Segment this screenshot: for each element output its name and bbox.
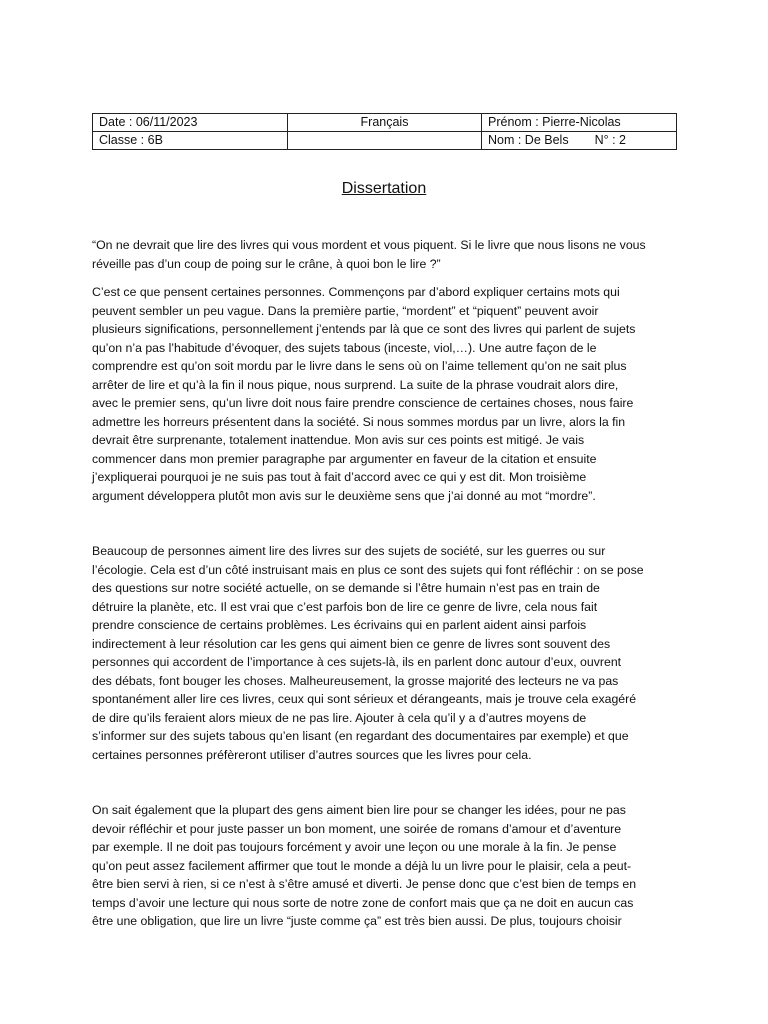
intro-paragraph	[92, 283, 676, 505]
text-line: peuvent sembler un peu vague. Dans la première partie, “mordent” et “piquent” peuvent avoir	[92, 303, 599, 318]
text-line: C’est ce que pensent certaines personnes. Commençons par d’abord expliquer certains mots qui	[92, 285, 620, 299]
empty-cell	[288, 132, 482, 150]
subject-cell: Français	[288, 114, 482, 132]
text-line: être bien servi à rien, si ce n’est à s’être amusé et diverti. Je pense donc que c’est bien de temps en	[92, 877, 637, 891]
text-line: indirectement à leur résolution car les gens qui aiment bien ce genre de livres sont souvent des	[92, 636, 611, 651]
text-line: spontanément aller lire ces livres, ceux qui sont sérieux et dérangeants, mais je trouve cela exagéré	[92, 692, 637, 706]
text-line: de dire qu’ils feraient alors mieux de ne pas lire. Ajouter à cela qu’il y a d’autres moyens de	[92, 710, 587, 725]
text-line: être une obligation, que lire un livre “juste comme ça” est très bien aussi. De plus, toujours choisir	[92, 914, 622, 928]
student-number: N° : 2	[594, 133, 626, 147]
student-info-table	[92, 113, 677, 150]
text-line: “On ne devrait que lire des livres qui vous mordent et vous piquent. Si le livre que nous lisons ne vous	[92, 238, 646, 252]
text-line: l’écologie. Cela est d’un côté instruisant mais en plus ce sont des sujets qui font réfléchir : on se pose	[92, 562, 644, 577]
text-line: certaines personnes préfèreront utiliser d’autres sources que les livres pour cela.	[92, 747, 532, 762]
text-line: avec le premier sens, qu’un livre doit nous faire prendre conscience de certaines choses, nous faire	[92, 396, 634, 410]
quote-paragraph	[92, 236, 676, 273]
text-line: comprendre est qu’on soit mordu par le livre dans le sens où on l’aime tellement qu’on ne sait plus	[92, 359, 627, 373]
text-line: temps d’avoir une lecture qui nous sorte de notre zone de confort mais que ça ne doit en aucun cas	[92, 895, 634, 910]
first-name-cell: Prénom : Pierre-Nicolas	[482, 114, 677, 132]
text-line: des questions sur notre société actuelle, on se demande si l’être humain n’est pas en train de	[92, 581, 600, 595]
name-number-cell	[482, 132, 677, 150]
text-line: devoir réfléchir et pour juste passer un bon moment, une soirée de romans d’amour et d’aventure	[92, 821, 622, 836]
text-line: commencer dans mon premier paragraphe par argumenter en faveur de la citation et ensuite	[92, 451, 597, 466]
text-line: prendre conscience de certains problèmes. Les écrivains qui en parlent aident ainsi parfois	[92, 618, 587, 632]
argument-paragraph-2	[92, 801, 676, 931]
class-cell: Classe : 6B	[93, 132, 288, 150]
text-line: arrêter de lire et qu’à la fin il nous pique, nous surprend. La suite de la phrase voudrait alors dire,	[92, 377, 619, 392]
text-line: réveille pas d’un coup de poing sur le crâne, à quoi bon le lire ?”	[92, 256, 441, 271]
text-line: argument développera plutôt mon avis sur le deuxième sens que j’ai donné au mot “mordre”.	[92, 488, 596, 503]
text-line: personnes qui accordent de l’importance à ces sujets-là, ils en parlent donc autour d’eux, ouvrent	[92, 655, 622, 669]
document-title: Dissertation	[341, 180, 427, 197]
argument-paragraph-1	[92, 542, 676, 764]
last-name: Nom : De Bels	[488, 133, 569, 147]
text-line: par exemple. Il ne doit pas toujours forcément y avoir une leçon ou une morale à la fin. Je pense	[92, 840, 617, 854]
text-line: plusieurs significations, personnellement j’entends par là que ce sont des livres qui parlent de sujets	[92, 322, 636, 336]
info-row-2	[93, 132, 677, 150]
text-line: des débats, font bouger les choses. Malheureusement, la grosse majorité des lecteurs ne va pas	[92, 673, 619, 688]
date-cell: Date : 06/11/2023	[93, 114, 288, 132]
text-line: s’informer sur des sujets tabous qu’en lisant (en regardant des documentaires par exemple) et que	[92, 729, 629, 743]
info-row-1	[93, 114, 677, 132]
essay-body	[92, 236, 676, 931]
text-line: On sait également que la plupart des gens aiment bien lire pour se changer les idées, pour ne pas	[92, 803, 626, 817]
text-line: admettre les horreurs présentent dans la société. Si nous sommes mordus par un livre, alors la fin	[92, 414, 626, 429]
text-line: détruire la planète, etc. Il est vrai que c’est parfois bon de lire ce genre de livre, cela nous fait	[92, 599, 598, 614]
text-line: devrait être surprenante, totalement inattendue. Mon avis sur ces points est mitigé. Je vais	[92, 433, 585, 447]
text-line: Beaucoup de personnes aiment lire des livres sur des sujets de société, sur les guerres ou sur	[92, 544, 606, 558]
text-line: j’expliquerai pourquoi je ne suis pas tout à fait d’accord avec ce qui y est dit. Mon troisième	[92, 470, 587, 484]
text-line: qu’on peut assez facilement affirmer que tout le monde a déjà lu un livre pour le plaisir, cela a peut-	[92, 858, 632, 873]
text-line: qu’on n’a pas l’habitude d’évoquer, des sujets tabous (inceste, viol,…). Une autre façon de le	[92, 340, 597, 355]
